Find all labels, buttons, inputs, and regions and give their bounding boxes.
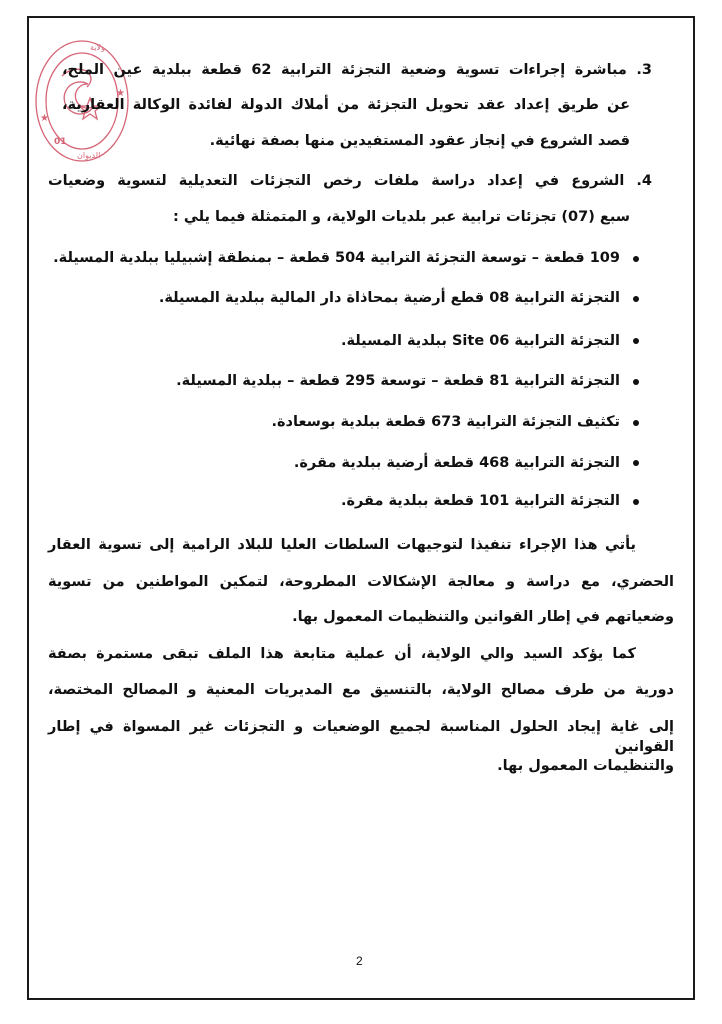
bullet-icon <box>633 379 639 385</box>
list-item: 109 قطعة – توسعة التجزئة الترابية 504 قطعة – بمنطقة إشبيليا ببلدية المسيلة. <box>53 250 620 266</box>
item-3-line-1: 3. مباشرة إجراءات تسوية وضعية التجزئة الترابية 62 قطعة ببلدية عين الملح، <box>62 62 652 78</box>
bullet-icon <box>633 460 639 466</box>
para-2-line-2: دورية من طرف مصالح الولاية، بالتنسيق مع المديريات المعنية و المصالح المختصة، <box>48 682 674 698</box>
list-item: التجزئة الترابية 101 قطعة ببلدية مقرة. <box>340 493 620 509</box>
list-item: تكثيف التجزئة الترابية 673 قطعة ببلدية بوسعادة. <box>271 414 620 430</box>
bullet-icon <box>633 499 639 505</box>
list-item: التجزئة الترابية 468 قطعة أرضية ببلدية مقرة. <box>293 455 620 471</box>
page-number: 2 <box>356 954 363 968</box>
stamp-number: 01 <box>54 137 67 147</box>
svg-text:★: ★ <box>116 88 125 99</box>
bullet-icon <box>633 256 639 262</box>
svg-text:★: ★ <box>40 113 49 124</box>
list-item: التجزئة الترابية Site 06 ببلدية المسيلة. <box>340 333 620 349</box>
stamp-text-bottom: الديوان <box>77 151 101 160</box>
item-3-line-2: عن طريق إعداد عقد تحويل التجزئة من أملاك الدولة لفائدة الوكالة العقارية، <box>62 97 630 113</box>
para-2-line-3: إلى غاية إيجاد الحلول المناسبة لجميع الوضعيات و التجزئات غير المسواة في إطار القوانين <box>48 719 674 755</box>
list-item: التجزئة الترابية 08 قطع أرضية بمحاذاة دار المالية ببلدية المسيلة. <box>158 290 620 306</box>
bullet-icon <box>633 338 639 344</box>
para-2-line-4: والتنظيمات المعمول بها. <box>497 758 674 774</box>
list-item: التجزئة الترابية 81 قطعة – توسعة 295 قطعة – ببلدية المسيلة. <box>176 373 620 389</box>
para-2-line-1: كما يؤكد السيد والي الولاية، أن عملية متابعة هذا الملف تبقى مستمرة بصفة <box>48 646 636 662</box>
item-3-line-3: قصد الشروع في إنجاز عقود المستفيدين منها بصفة نهائية. <box>209 133 630 149</box>
para-1-line-3: وضعياتهم في إطار القوانين والتنظيمات المعمول بها. <box>292 609 674 625</box>
para-1-line-2: الحضري، مع دراسة و معالجة الإشكالات المطروحة، لتمكين المواطنين من تسوية <box>48 574 674 590</box>
bullet-icon <box>633 296 639 302</box>
para-1-line-1: يأتي هذا الإجراء تنفيذا لتوجيهات السلطات العليا للبلاد الرامية إلى تسوية العقار <box>48 537 636 553</box>
item-4-line-2: سبع (07) تجزئات ترابية عبر بلديات الولاية، و المتمثلة فيما يلي : <box>173 209 630 225</box>
item-4-line-1: 4. الشروع في إعداد دراسة ملفات رخص التجزئات التعديلية لتسوية وضعيات <box>48 173 652 189</box>
stamp-text-top: ولاية <box>90 43 105 52</box>
bullet-icon <box>633 420 639 426</box>
